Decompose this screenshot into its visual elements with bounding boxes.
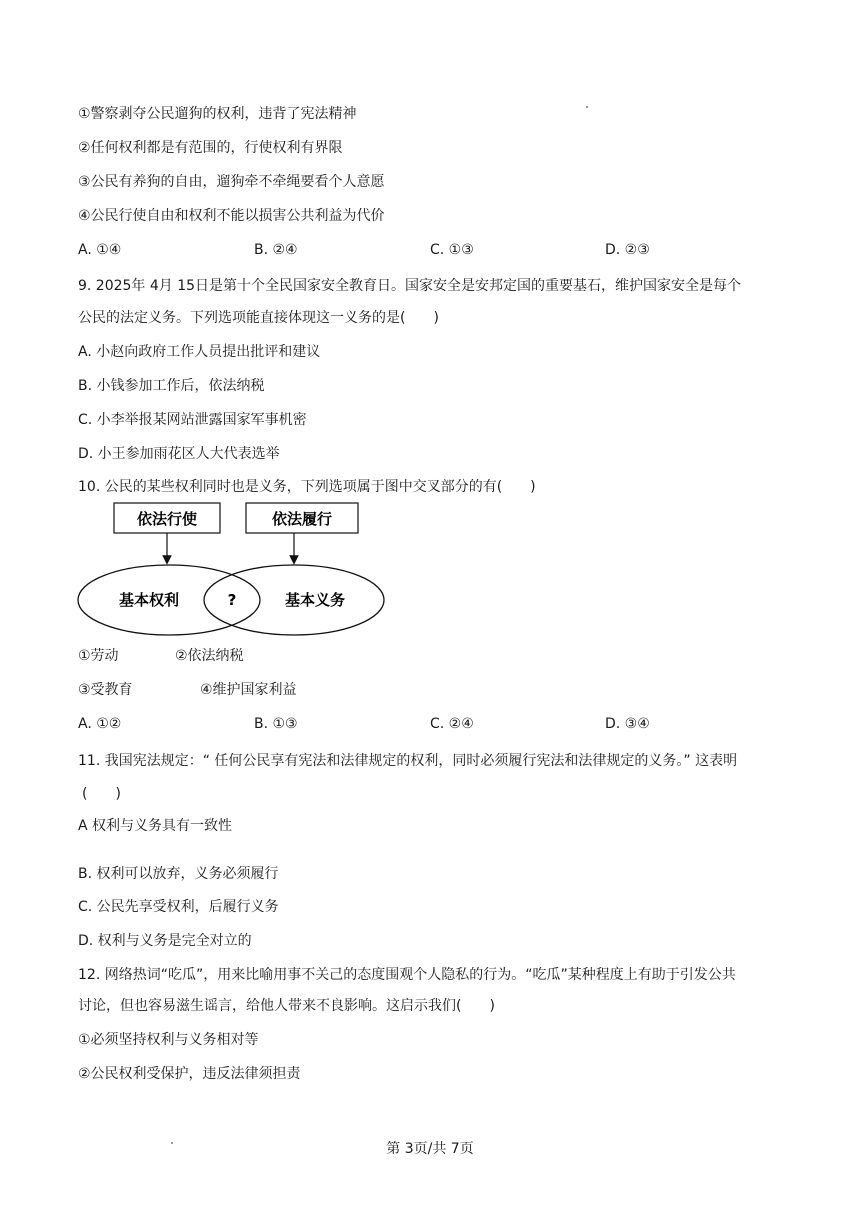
q10-stem: 10. 公民的某些权利同时也是义务，下列选项属于图中交叉部分的有( ) bbox=[78, 479, 536, 495]
ellipse-basic-rights-label: 基本权利 bbox=[118, 591, 180, 609]
q8-option-d: D. ②③ bbox=[605, 242, 650, 258]
box-fulfill-lawfully-label: 依法履行 bbox=[271, 510, 333, 528]
ellipse-basic-duties-label: 基本义务 bbox=[284, 591, 346, 609]
q10-options bbox=[78, 714, 778, 734]
q11-option-d: D. 权利与义务是完全对立的 bbox=[78, 933, 252, 949]
q12-item-1: ①必须坚持权利与义务相对等 bbox=[78, 1032, 259, 1048]
q11-stem-line2: ( ) bbox=[82, 786, 121, 802]
q10-option-a: A. ①② bbox=[78, 716, 122, 732]
q8-options bbox=[78, 240, 778, 260]
q8-option-b: B. ②④ bbox=[254, 242, 298, 258]
q9-stem-line1: 9. 2025年 4月 15日是第十个全民国家安全教育日。国家安全是安邦定国的重要基石，维护国家安全是每个 bbox=[78, 278, 742, 294]
q12-stem-line1: 12. 网络热词“吃瓜”，用来比喻用事不关己的态度围观个人隐私的行为。“吃瓜”某种程度上有助于引发公共 bbox=[78, 967, 736, 983]
q10-items-row1 bbox=[78, 646, 778, 666]
overlap-question-mark: ? bbox=[227, 591, 237, 609]
rights-duties-venn-diagram bbox=[76, 500, 396, 640]
q11-option-b: B. 权利可以放弃，义务必须履行 bbox=[78, 866, 279, 882]
scan-speck bbox=[171, 1142, 173, 1144]
q9-stem-line2: 公民的法定义务。下列选项能直接体现这一义务的是( ) bbox=[78, 310, 439, 326]
q9-option-c: C. 小李举报某网站泄露国家军事机密 bbox=[78, 412, 307, 428]
q11-stem-line1: 11. 我国宪法规定：“ 任何公民享有宪法和法律规定的权利，同时必须履行宪法和法律规定的义务。” 这表明 bbox=[78, 753, 738, 769]
q9-option-d: D. 小王参加雨花区人大代表选举 bbox=[78, 446, 280, 462]
q8-item-3: ③公民有养狗的自由，遛狗牵不牵绳要看个人意愿 bbox=[78, 174, 385, 190]
q10-item-3: ③受教育 bbox=[78, 682, 133, 698]
q11-option-c: C. 公民先享受权利，后履行义务 bbox=[78, 899, 279, 915]
scan-speck bbox=[586, 106, 588, 108]
q12-item-2: ②公民权利受保护，违反法律须担责 bbox=[78, 1066, 301, 1082]
q10-option-b: B. ①③ bbox=[254, 716, 298, 732]
page-number-footer: 第 3页/共 7页 bbox=[386, 1141, 474, 1157]
q10-option-c: C. ②④ bbox=[430, 716, 474, 732]
q8-item-1: ①警察剥夺公民遛狗的权利，违背了宪法精神 bbox=[78, 106, 357, 122]
q8-item-4: ④公民行使自由和权利不能以损害公共利益为代价 bbox=[78, 208, 385, 224]
q10-item-1: ①劳动 bbox=[78, 648, 119, 664]
q10-option-d: D. ③④ bbox=[605, 716, 650, 732]
q9-option-a: A. 小赵向政府工作人员提出批评和建议 bbox=[78, 344, 321, 360]
q9-option-b: B. 小钱参加工作后，依法纳税 bbox=[78, 378, 265, 394]
q12-stem-line2: 讨论，但也容易滋生谣言，给他人带来不良影响。这启示我们( ) bbox=[78, 998, 495, 1014]
q11-option-a: A 权利与义务具有一致性 bbox=[78, 818, 233, 834]
box-exercise-lawfully-label: 依法行使 bbox=[136, 510, 198, 528]
q10-item-2: ②依法纳税 bbox=[175, 648, 244, 664]
q8-option-c: C. ①③ bbox=[430, 242, 474, 258]
q8-item-2: ②任何权利都是有范围的，行使权利有界限 bbox=[78, 140, 343, 156]
q10-item-4: ④维护国家利益 bbox=[200, 682, 297, 698]
q10-items-row2 bbox=[78, 680, 778, 700]
q8-option-a: A. ①④ bbox=[78, 242, 122, 258]
